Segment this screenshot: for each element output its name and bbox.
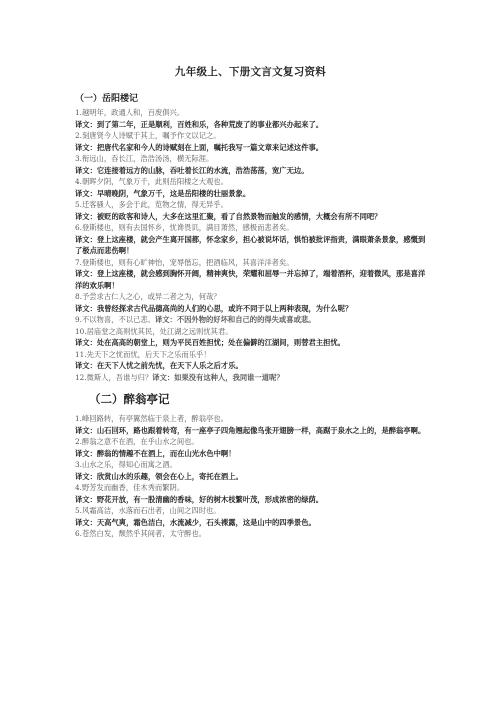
translation-text: 不因外物的好坏和自己的的得失或喜或悲。 (176, 315, 316, 324)
original-sentence: 5.迁客骚人，多会于此，览物之情，得无异乎。 (75, 200, 228, 209)
original-text (75, 107, 426, 119)
original-sentence: 4.朝晖夕阴，气象万千，此则岳阳楼之大观也。 (75, 177, 228, 186)
translation-text: 它连接着远方的山脉，吞吐着长江的水流，浩浩荡荡，宽广无边。 (96, 165, 309, 175)
translation (75, 360, 426, 372)
translation-text: 野花开放，有一股清幽的香味，好的树木枝繁叶茂，形成浓密的绿荫。 (96, 494, 324, 504)
original-sentence: 1.越明年，政通人和，百废俱兴。 (75, 108, 185, 117)
inline-translation (152, 373, 283, 382)
original-sentence: 6.登斯楼也，则有去国怀乡，忧谗畏讥，满目萧然，感极而悲者矣。 (75, 223, 294, 232)
translation (75, 448, 426, 460)
original-sentence: 1.峰回路转，有亭翼然临于泉上者，醉翁亭也。 (75, 414, 228, 423)
original-text (75, 372, 426, 384)
original-sentence: 9.不以物喜，不以己悲。 (75, 315, 155, 324)
original-text (75, 314, 426, 326)
translation-label: 译文： (75, 269, 97, 278)
original-sentence: 7.登斯楼也，则有心旷神怡，宠辱偕忘，把酒临风，其喜洋洋者矣。 (75, 257, 294, 267)
translation (75, 165, 426, 177)
translation-text: 被贬的政客和诗人，大多在这里汇聚，看了自然景物而触发的感情，大概会有所不同吧？ (96, 211, 382, 221)
translation-label: 译文： (75, 471, 97, 481)
section-heading: （一）岳阳楼记 (75, 94, 139, 104)
translation-label: 译文： (75, 188, 97, 198)
original-text (75, 257, 426, 269)
original-sentence: 2.刻唐贤今人诗赋于其上，嘱予作文以记之。 (75, 131, 221, 140)
translation-text: 早晴晚阴，气象万千，这是岳阳楼的壮丽景象。 (96, 188, 251, 198)
translation-text: 醉翁的情趣不在酒上，而在山光水色中啊！ (96, 448, 236, 458)
original-text (75, 349, 426, 361)
original-text (75, 130, 426, 142)
translation-label: 译文： (75, 517, 97, 527)
original-sentence: 10.居庙堂之高则忧其民，处江湖之远则忧其君。 (75, 326, 233, 336)
original-sentence: 8.予尝求古仁人之心，或异二者之为，何哉？ (75, 292, 221, 301)
translation (75, 142, 426, 154)
original-text (75, 176, 426, 188)
translation-label: 译文： (75, 119, 97, 129)
original-text (75, 436, 426, 448)
translation-text: 天高气爽，霜色洁白，水流减少，石头裸露，这是山中的四季景色。 (96, 517, 316, 527)
translation (75, 517, 426, 529)
translation (75, 303, 426, 315)
translation-text: 登上这座楼，就会感到胸怀开阔，精神爽快，荣耀和屈辱一并忘掉了，端着酒杯，迎着微风，那是喜洋洋的欢乐啊！ (75, 269, 426, 290)
original-text (75, 326, 426, 338)
translation-label: 译文： (154, 315, 177, 324)
translation (75, 268, 426, 291)
section-heading: （二）醉翁亭记 (89, 392, 170, 406)
inline-translation (155, 315, 316, 324)
original-sentence: 3.山水之乐，得知心而寓之酒。 (75, 460, 177, 469)
original-sentence: 6.苍然白发，颓然乎其间者，太守醉也。 (75, 529, 207, 538)
original-text (75, 199, 426, 211)
translation-label: 译文： (75, 211, 97, 221)
translation-label: 译文： (75, 165, 97, 175)
translation-text: 把唐代名家和今人的诗赋刻在上面，嘱托我写一篇文章来记述这件事。 (96, 142, 324, 152)
translation-text: 我曾经探求古代品德高尚的人们的心思，或许不同于以上两种表现，为什么呢？ (96, 303, 353, 313)
translation-text: 登上这座楼，就会产生离开国都，怀念家乡，担心被说坏话，惧怕被批评指责，满眼萧条景象，感慨到了极点而悲伤啊！ (75, 234, 426, 255)
original-text (75, 528, 426, 540)
translation (75, 188, 426, 200)
original-sentence: 11.先天下之忧而忧，后天下之乐而乐乎！ (75, 349, 211, 359)
original-sentence: 4.野芳发而幽香，佳木秀而繁阴。 (75, 483, 185, 492)
translation-text: 山石回环，路也跟着转弯，有一座亭子四角翘起像鸟张开翅膀一样，高踞于泉水之上的，是醉翁亭啊。 (96, 425, 426, 435)
translation (75, 494, 426, 506)
translation (75, 337, 426, 349)
original-text (75, 153, 426, 165)
translation-label: 译文： (75, 234, 97, 244)
translation-label: 译文： (75, 448, 97, 458)
translation-label: 译文： (75, 361, 97, 370)
translation-label: 译文： (75, 425, 97, 435)
original-text (75, 459, 426, 471)
original-text (75, 505, 426, 517)
document-body (75, 91, 426, 540)
translation-text: 欣赏山水的乐趣，领会在心上，寄托在酒上。 (96, 471, 243, 481)
translation (75, 425, 426, 437)
translation-text: 到了第二年，正是顺利，百姓和乐，各种荒废了的事业都兴办起来了。 (96, 119, 324, 129)
translation-text: 处在高高的朝堂上，则为平民百姓担忧；处在偏僻的江湖间，则替君主担忧。 (96, 338, 345, 347)
original-text (75, 482, 426, 494)
original-sentence: 5.风霜高洁，水落而石出者，山间之四时也。 (75, 506, 221, 515)
translation-label: 译文： (75, 338, 97, 347)
translation-text: 在天下人忧之前先忧，在天下人乐之后才乐。 (96, 361, 243, 370)
original-sentence: 2.醉翁之意不在酒，在乎山水之间也。 (75, 437, 199, 446)
translation-label: 译文： (75, 494, 97, 504)
original-sentence: 3.衔远山，吞长江，浩浩汤汤，横无际涯。 (75, 154, 214, 163)
translation-text: 如果没有这种人，我同谁一道呢？ (174, 372, 284, 382)
translation (75, 119, 426, 131)
translation (75, 234, 426, 257)
original-sentence: 12.微斯人，吾谁与归？ (75, 372, 153, 382)
document-title: 九年级上、下册文言文复习资料 (174, 66, 327, 78)
original-text (75, 413, 426, 425)
translation (75, 471, 426, 483)
translation-label: 译文： (152, 372, 175, 382)
translation-label: 译文： (75, 303, 97, 313)
original-text (75, 291, 426, 303)
translation-label: 译文： (75, 142, 97, 152)
original-text (75, 222, 426, 234)
translation (75, 211, 426, 223)
